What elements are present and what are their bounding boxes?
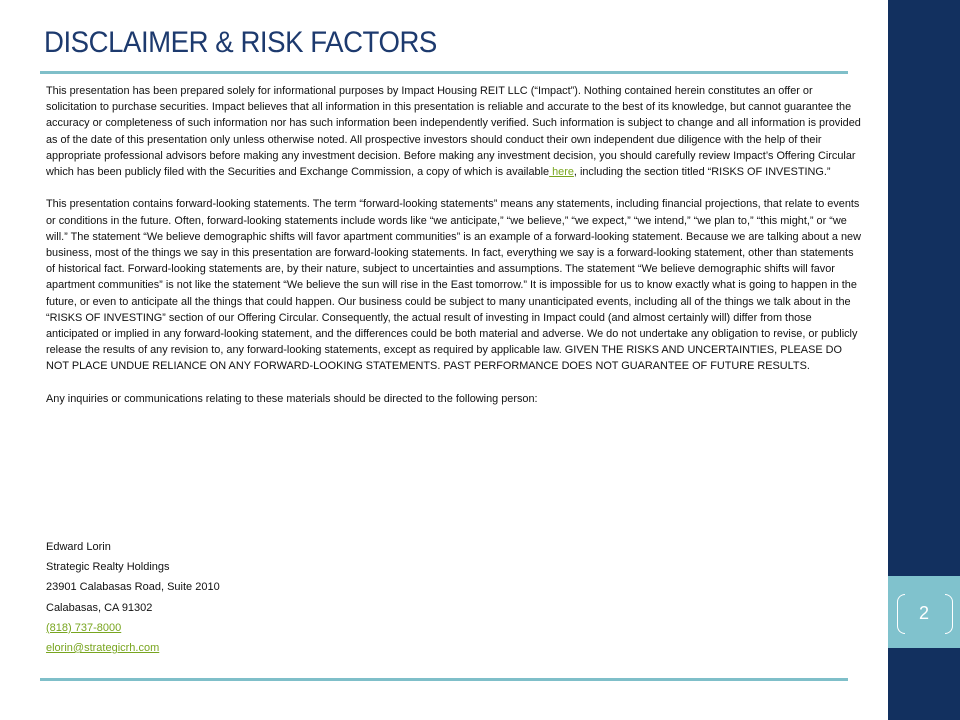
contact-block (46, 540, 446, 661)
email-link[interactable]: elorin@strategicrh.com (46, 641, 160, 654)
phone-link[interactable]: (818) 737-8000 (46, 621, 122, 634)
page-number: 2 (918, 603, 929, 623)
inquiries-paragraph: Any inquiries or communications relating to these materials should be directed to the following person: (46, 392, 538, 405)
paragraph-text-end: , including the section titled “RISKS OF INVESTING.” (573, 166, 831, 179)
right-bracket-icon (945, 594, 953, 634)
contact-name: Edward Lorin (46, 541, 111, 553)
footer-divider (40, 678, 848, 681)
offering-circular-link[interactable]: here (549, 166, 574, 179)
disclaimer-body (46, 83, 862, 407)
contact-company: Strategic Realty Holdings (46, 561, 170, 574)
paragraph-spacer (46, 375, 862, 391)
paragraph-spacer (46, 180, 862, 196)
page-title: DISCLAIMER & RISK FACTORS (44, 26, 437, 59)
contact-phone-row (46, 621, 446, 641)
contact-email-row (46, 641, 446, 661)
contact-address-line2: Calabasas, CA 91302 (46, 601, 153, 614)
contact-address-line1: 23901 Calabasas Road, Suite 2010 (46, 581, 220, 594)
paragraph-text: This presentation has been prepared solely for informational purposes by Impact Housing REIT LLC (“Impact”). Nothing contained herein constitutes an offer or solicitation to purchase securities. Impact believes that all information in this presentation is reliable and accurate to the best of its knowledge, but cannot guarantee the accuracy or completeness of such information nor has such information been independently verified. Such information is subject to change and all information is provided as of the date of this presentation only unless otherwise noted. All prospective investors should conduct their own independent due diligence with the help of their appropriate professional advisors before making any investment decision. Before making any investment decision, you should carefully review Impact’s Offering Circular which has been publicly filed with the Securities and Exchange Commission, a copy of which is available (46, 85, 861, 179)
forward-looking-paragraph: This presentation contains forward-looking statements. The term “forward-looking statements” means any statements, including financial projections, that relate to events or conditions in the future. Often, forward-looking statements include words like “we anticipate,” “we believe,” “we expect,” “we intend,” “we plan to,” “this might,” or “we will.” The statement “We believe demographic shifts will favor apartment communities” is an example of a forward-looking statement. Because we are talking about a new business, most of the things we say in this presentation are forward-looking statements. In fact, everything we say is a forward-looking statement, other than statements of historical fact. Forward-looking statements are, by their nature, subject to uncertainties and assumptions. The statement “We believe demographic shifts will favor apartment communities” is not like the statement “We believe the sun will rise in the East tomorrow.” It is impossible for us to know exactly what is going to happen in the future, or even to anticipate all the things that could happen. Our business could be subject to many unanticipated events, including all of the things we talk about in the “RISKS OF INVESTING” section of our Offering Circular. Consequently, the actual result of investing in Impact could (and almost certainly will) differ from those anticipated or implied in any forward-looking statement, and the differences could be both material and adverse. We do not undertake any obligation to revise, or publicly release the results of any revision to, any forward-looking statements, except as required by applicable law. GIVEN THE RISKS AND UNCERTAINTIES, PLEASE DO NOT PLACE UNDUE RELIANCE ON ANY FORWARD-LOOKING STATEMENTS. PAST PERFORMANCE DOES NOT GUARANTEE OF FUTURE RESULTS. (46, 198, 861, 373)
title-divider (40, 71, 848, 74)
disclaimer-paragraph (46, 83, 862, 180)
